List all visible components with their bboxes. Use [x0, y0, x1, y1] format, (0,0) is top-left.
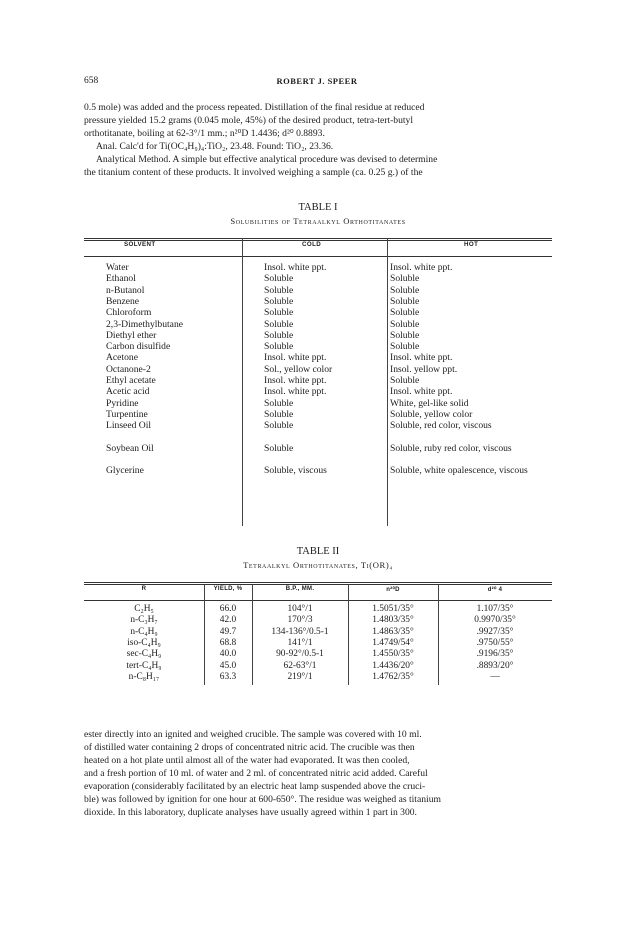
density-cell: .9927/35° — [476, 626, 514, 637]
table2-header-bp: B.P., MM. — [285, 586, 315, 592]
bp-cell: 104°/1 — [287, 604, 313, 614]
table1-number: TABLE I — [298, 202, 338, 213]
table2-header-r: R — [141, 586, 147, 592]
bp-cell: 219°/1 — [287, 671, 313, 682]
rule — [84, 600, 552, 601]
cold-cell: Insol. white ppt. — [264, 375, 327, 386]
hot-cell: Soluble, red color, viscous — [390, 420, 492, 432]
column-divider — [387, 238, 388, 526]
rule — [84, 582, 552, 583]
table2-header-d: d²⁰ 4 — [487, 587, 503, 593]
solvent-cell: Linseed Oil — [106, 420, 152, 432]
density-cell: — — [490, 671, 500, 682]
r-cell: n-C₃H₇ — [130, 615, 158, 626]
cold-cell: Soluble — [264, 329, 294, 341]
hot-cell: Soluble — [390, 284, 420, 296]
hot-cell: Insol. white ppt. — [390, 352, 453, 364]
nd-cell: 1.4749/54° — [372, 637, 414, 648]
cold-cell: Soluble — [264, 284, 294, 296]
cold-cell: Soluble — [264, 273, 294, 285]
yield-cell: 40.0 — [219, 649, 237, 660]
table1-header-cold: COLD — [302, 241, 322, 248]
bp-cell: 62-63°/1 — [283, 660, 317, 671]
text-line: pressure yielded 15.2 grams (0.045 mole, 45%) of the desired product, tetra-tert-butyl — [84, 115, 414, 126]
page-number: 658 — [84, 76, 99, 86]
r-cell: iso-C₄H₉ — [127, 637, 161, 648]
cold-cell: Soluble — [264, 408, 294, 420]
rule — [84, 238, 552, 239]
solvent-cell: Benzene — [106, 295, 140, 307]
solvent-cell: Soybean Oil — [106, 442, 154, 454]
solvent-cell: Chloroform — [106, 307, 152, 319]
analysis-line: Anal. Calc'd for Ti(OC₄H₉)₄:TiO₂, 23.48. Found: TiO₂, 23.36. — [96, 141, 334, 152]
running-header — [84, 76, 550, 90]
solvent-cell: Carbon disulfide — [106, 341, 171, 353]
text-line: ester directly into an ignited and weighed crucible. The sample was covered with 10 ml. — [84, 729, 422, 740]
hot-cell: Soluble — [390, 329, 420, 341]
solvent-cell: Water — [106, 262, 129, 273]
density-cell: .9750/55° — [476, 637, 514, 648]
running-head-author: ROBERT J. SPEER — [276, 76, 358, 86]
bp-cell: 134-136°/0.5-1 — [271, 626, 329, 637]
solvent-cell: Glycerine — [106, 465, 144, 477]
yield-cell: 66.0 — [219, 604, 237, 614]
hot-cell: White, gel-like solid — [390, 397, 469, 409]
cold-cell: Soluble — [264, 318, 294, 330]
hot-cell: Insol. yellow ppt. — [390, 363, 458, 375]
table1-header-solvent: SOLVENT — [124, 241, 156, 248]
hot-cell: Insol. white ppt. — [390, 386, 453, 398]
nd-cell: 1.4550/35° — [372, 649, 414, 660]
bp-cell: 170°/3 — [287, 615, 313, 626]
table2-number: TABLE II — [296, 546, 340, 557]
table2-title: Tetraalkyl Orthotitanates, Ti(OR)₄ — [243, 560, 393, 570]
density-cell: 0.9970/35° — [474, 615, 516, 626]
yield-cell: 63.3 — [219, 671, 237, 682]
outro-paragraph — [84, 728, 552, 819]
text-line: dioxide. In this laboratory, duplicate analyses have usually agreed within 1 part in 300. — [84, 807, 417, 818]
solvent-cell: Acetic acid — [106, 386, 150, 398]
text-line: 0.5 mole) was added and the process repeated. Distillation of the final residue at reduced — [84, 102, 425, 113]
nd-cell: 1.5051/35° — [372, 604, 414, 614]
hot-cell: Soluble — [390, 318, 420, 330]
solvent-cell: Ethyl acetate — [106, 375, 156, 386]
text-line: orthotitanate, boiling at 62-3°/1 mm.; n²⁰D 1.4436; d²⁰ 0.8893. — [84, 128, 325, 139]
hot-cell: Insol. white ppt. — [390, 262, 453, 273]
table1-title: Solubilities of Tetraalkyl Orthotitanates — [230, 216, 406, 226]
cold-cell: Insol. white ppt. — [264, 262, 327, 273]
cold-cell: Soluble — [264, 295, 294, 307]
solvent-cell: Pyridine — [106, 397, 139, 409]
text-line: heated on a hot plate until almost all of the water had evaporated. It was then cooled, — [84, 755, 410, 766]
nd-cell: 1.4863/35° — [372, 626, 414, 637]
intro-paragraph — [84, 101, 552, 179]
cold-cell: Sol., yellow color — [264, 363, 333, 375]
text-line: and a fresh portion of 10 ml. of water and 2 ml. of concentrated nitric acid added. Careful — [84, 768, 428, 779]
solvent-cell: Acetone — [106, 352, 138, 364]
table1-header-hot: HOT — [464, 241, 479, 248]
text-line: of distilled water containing 2 drops of concentrated nitric acid. The crucible was then — [84, 742, 415, 753]
density-cell: .8893/20° — [476, 660, 514, 671]
cold-cell: Soluble — [264, 307, 294, 319]
rule — [84, 256, 552, 257]
hot-cell: Soluble — [390, 295, 420, 307]
r-cell: tert-C₄H₉ — [126, 660, 162, 671]
cold-cell: Soluble — [264, 341, 294, 353]
bp-cell: 141°/1 — [287, 637, 313, 648]
table1-caption — [84, 202, 552, 226]
hot-cell: Soluble, ruby red color, viscous — [390, 442, 512, 454]
hot-cell: Soluble — [390, 375, 420, 386]
column-divider — [242, 238, 243, 526]
yield-cell: 49.7 — [219, 626, 237, 637]
solvent-cell: Turpentine — [106, 408, 148, 420]
cold-cell: Soluble — [264, 397, 294, 409]
text-line: ble) was followed by ignition for one hour at 600-650°. The residue was weighed as titanium — [84, 794, 441, 805]
cold-cell: Insol. white ppt. — [264, 386, 327, 398]
density-cell: .9196/35° — [476, 649, 514, 660]
r-cell: n-C₈H₁₇ — [128, 671, 160, 682]
text-line: evaporation (considerably facilitated by an electric heat lamp suspended above the cruci- — [84, 781, 426, 792]
hot-cell: Soluble — [390, 307, 420, 319]
solvent-cell: n-Butanol — [106, 284, 145, 296]
cold-cell: Soluble — [264, 420, 294, 432]
r-cell: C₂H₅ — [134, 604, 154, 614]
table2-caption — [84, 546, 552, 570]
yield-cell: 45.0 — [219, 660, 237, 671]
hot-cell: Soluble — [390, 341, 420, 353]
solvent-cell: 2,3-Dimethylbutane — [106, 318, 183, 330]
nd-cell: 1.4762/35° — [372, 671, 414, 682]
hot-cell: Soluble, white opalescence, viscous — [390, 465, 528, 477]
text-line: the titanium content of these products. It involved weighing a sample (ca. 0.25 g.) of the — [84, 167, 423, 178]
text-line: Analytical Method. A simple but effective analytical procedure was devised to determine — [96, 154, 438, 165]
r-cell: sec-C₄H₉ — [126, 649, 162, 660]
cold-cell: Soluble — [264, 442, 294, 454]
nd-cell: 1.4436/20° — [372, 660, 414, 671]
solvent-cell: Ethanol — [106, 273, 136, 285]
nd-cell: 1.4803/35° — [372, 615, 414, 626]
r-cell: n-C₄H₉ — [130, 626, 158, 637]
hot-cell: Soluble, yellow color — [390, 408, 473, 420]
solvent-cell: Octanone-2 — [106, 363, 151, 375]
cold-cell: Soluble, viscous — [264, 465, 327, 477]
solvent-cell: Diethyl ether — [106, 329, 157, 341]
yield-cell: 68.8 — [219, 637, 237, 648]
hot-cell: Soluble — [390, 273, 420, 285]
density-cell: 1.107/35° — [476, 604, 514, 614]
bp-cell: 90-92°/0.5-1 — [276, 649, 324, 660]
rule — [84, 584, 552, 585]
yield-cell: 42.0 — [219, 615, 237, 626]
table2-header-yield: YIELD, % — [213, 586, 243, 592]
cold-cell: Insol. white ppt. — [264, 352, 327, 364]
table2-header-nd: n²⁰D — [386, 587, 400, 593]
